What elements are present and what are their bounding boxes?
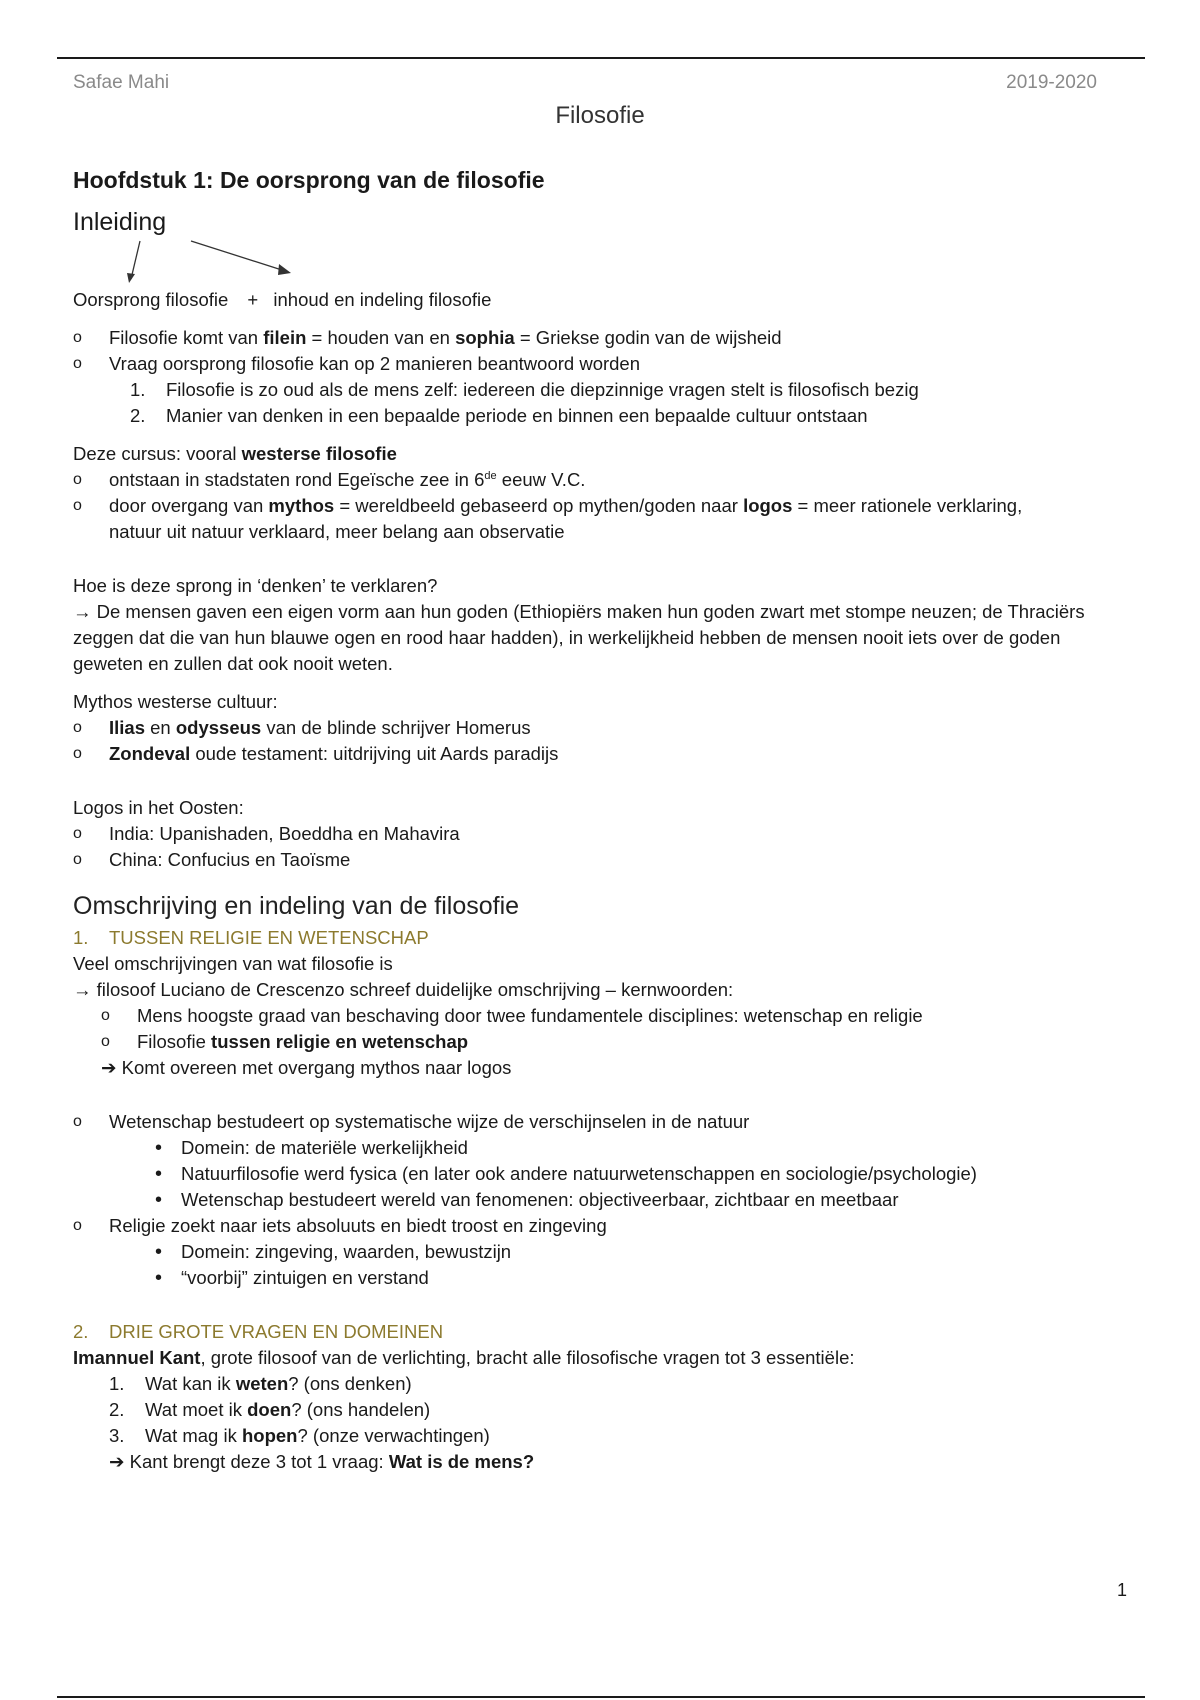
top-rule — [57, 57, 1145, 59]
list-item: 3. Wat mag ik hopen? (onze verwachtingen) — [109, 1425, 490, 1446]
kant-conclusion: ➔ Kant brengt deze 3 tot 1 vraag: Wat is de mens? — [109, 1451, 535, 1472]
list-item: o India: Upanishaden, Boeddha en Mahavira — [73, 821, 1133, 847]
section-heading: Omschrijving en indeling van de filosofie — [73, 892, 520, 920]
list-item: o Wetenschap bestudeert op systematische wijze de verschijnselen in de natuur — [73, 1109, 1133, 1135]
origin-right: inhoud en indeling filosofie — [273, 289, 492, 310]
list-item: • Domein: zingeving, waarden, bewustzijn — [145, 1239, 1133, 1265]
science-sublist — [145, 1135, 1133, 1213]
origin-left: Oorsprong filosofie — [73, 289, 229, 310]
document-title: Filosofie — [555, 102, 645, 129]
crescenzo-list — [73, 1003, 1133, 1055]
intro-heading: Inleiding — [73, 208, 167, 236]
list-item: 1. Wat kan ik weten? (ons denken) — [109, 1373, 412, 1394]
question-line: Hoe is deze sprong in ‘denken’ te verklaren? — [73, 575, 438, 596]
list-item: o Vraag oorsprong filosofie kan op 2 manieren beantwoord worden — [73, 351, 1133, 377]
list-item: o Religie zoekt naar iets absoluuts en biedt troost en zingeving — [73, 1213, 1133, 1239]
list-item: o door overgang van mythos = wereldbeeld gebaseerd op mythen/goden naar logos = meer rationele verklaring, natuur uit natuur verklaard, meer belang aan observatie — [73, 493, 1133, 545]
split-arrows — [73, 237, 333, 287]
chapter-title: Hoofdstuk 1: De oorsprong van de filosofie — [73, 167, 545, 193]
crescenzo-line: → filosoof Luciano de Crescenzo schreef duidelijke omschrijving – kernwoorden: — [73, 979, 734, 1000]
conclusion-line: ➔ Komt overeen met overgang mythos naar logos — [101, 1057, 512, 1078]
document-body — [73, 167, 1133, 1475]
arrow-bold-icon: ➔ — [109, 1451, 125, 1472]
answer-paragraph: → De mensen gaven een eigen vorm aan hun goden (Ethiopiërs maken hun goden zwart met stompe neuzen; de Thraciërs zeggen dat die van hun blauwe ogen en rood haar hadden), in werkelijkheid hebben de mensen nooit iets over de goden geweten en zullen dat ook nooit weten. — [73, 601, 1085, 674]
subsection-heading-2: 2. DRIE GROTE VRAGEN EN DOMEINEN — [73, 1321, 444, 1342]
list-item: 1. Filosofie is zo oud als de mens zelf: iedereen die diepzinnige vragen stelt is filosofisch bezig — [130, 379, 919, 400]
arrow-left-icon — [131, 241, 140, 279]
kant-line: Imannuel Kant, grote filosoof van de verlichting, bracht alle filosofische vragen tot 3 essentiële: — [73, 1347, 855, 1368]
list-item: o Zondeval oude testament: uitdrijving uit Aards paradijs — [73, 741, 1133, 767]
mythos-list — [73, 715, 1133, 767]
list-item: • Natuurfilosofie werd fysica (en later ook andere natuurwetenschappen en sociologie/psychologie) — [145, 1161, 1133, 1187]
logos-list — [73, 821, 1133, 873]
religion-list — [73, 1213, 1133, 1239]
page-number: 1 — [1116, 1580, 1127, 1600]
religion-sublist — [145, 1239, 1133, 1291]
list-item: • “voorbij” zintuigen en verstand — [145, 1265, 1133, 1291]
list-item: o China: Confucius en Taoïsme — [73, 847, 1133, 873]
list-item: • Wetenschap bestudeert wereld van fenomenen: objectiveerbaar, zichtbaar en meetbaar — [145, 1187, 1133, 1213]
list-item: 2. Manier van denken in een bepaalde periode en binnen een bepaalde cultuur ontstaan — [130, 405, 868, 426]
plus-sign: + — [247, 289, 259, 310]
list-item: o Ilias en odysseus van de blinde schrijver Homerus — [73, 715, 1133, 741]
list-item: • Domein: de materiële werkelijkheid — [145, 1135, 1133, 1161]
science-list — [73, 1109, 1133, 1135]
list-item: o Mens hoogste graad van beschaving door twee fundamentele disciplines: wetenschap en religie — [101, 1003, 1133, 1029]
intro-diagram — [73, 209, 1133, 313]
arrow-right-head-icon — [278, 264, 291, 275]
list-item: o Filosofie komt van filein = houden van en sophia = Griekse godin van de wijsheid — [73, 325, 1133, 351]
arrow-right-icon — [191, 241, 285, 271]
kant-questions — [109, 1371, 1133, 1449]
arrow-right-icon: → — [73, 601, 92, 622]
intro-bullets — [73, 325, 1133, 377]
author-name: Safae Mahi — [73, 72, 170, 93]
list-item: o ontstaan in stadstaten rond Egeïsche zee in 6de eeuw V.C. — [73, 467, 1133, 493]
definitions-line: Veel omschrijvingen van wat filosofie is — [73, 953, 393, 974]
origin-row — [73, 287, 491, 313]
origin-answers — [130, 377, 1133, 429]
arrow-right-icon: → — [73, 979, 92, 1000]
bottom-rule — [57, 1696, 1145, 1698]
school-year: 2019-2020 — [1006, 72, 1097, 93]
mythos-title: Mythos westerse cultuur: — [73, 691, 278, 712]
arrow-left-head-icon — [127, 273, 135, 283]
subsection-heading-1: 1. TUSSEN RELIGIE EN WETENSCHAP — [73, 927, 429, 948]
arrow-bold-icon: ➔ — [101, 1057, 117, 1078]
logos-title: Logos in het Oosten: — [73, 797, 244, 818]
list-item: 2. Wat moet ik doen? (ons handelen) — [109, 1399, 431, 1420]
course-bullets — [73, 467, 1133, 545]
list-item: o Filosofie tussen religie en wetenschap — [101, 1029, 1133, 1055]
course-line: Deze cursus: vooral westerse filosofie — [73, 443, 397, 464]
